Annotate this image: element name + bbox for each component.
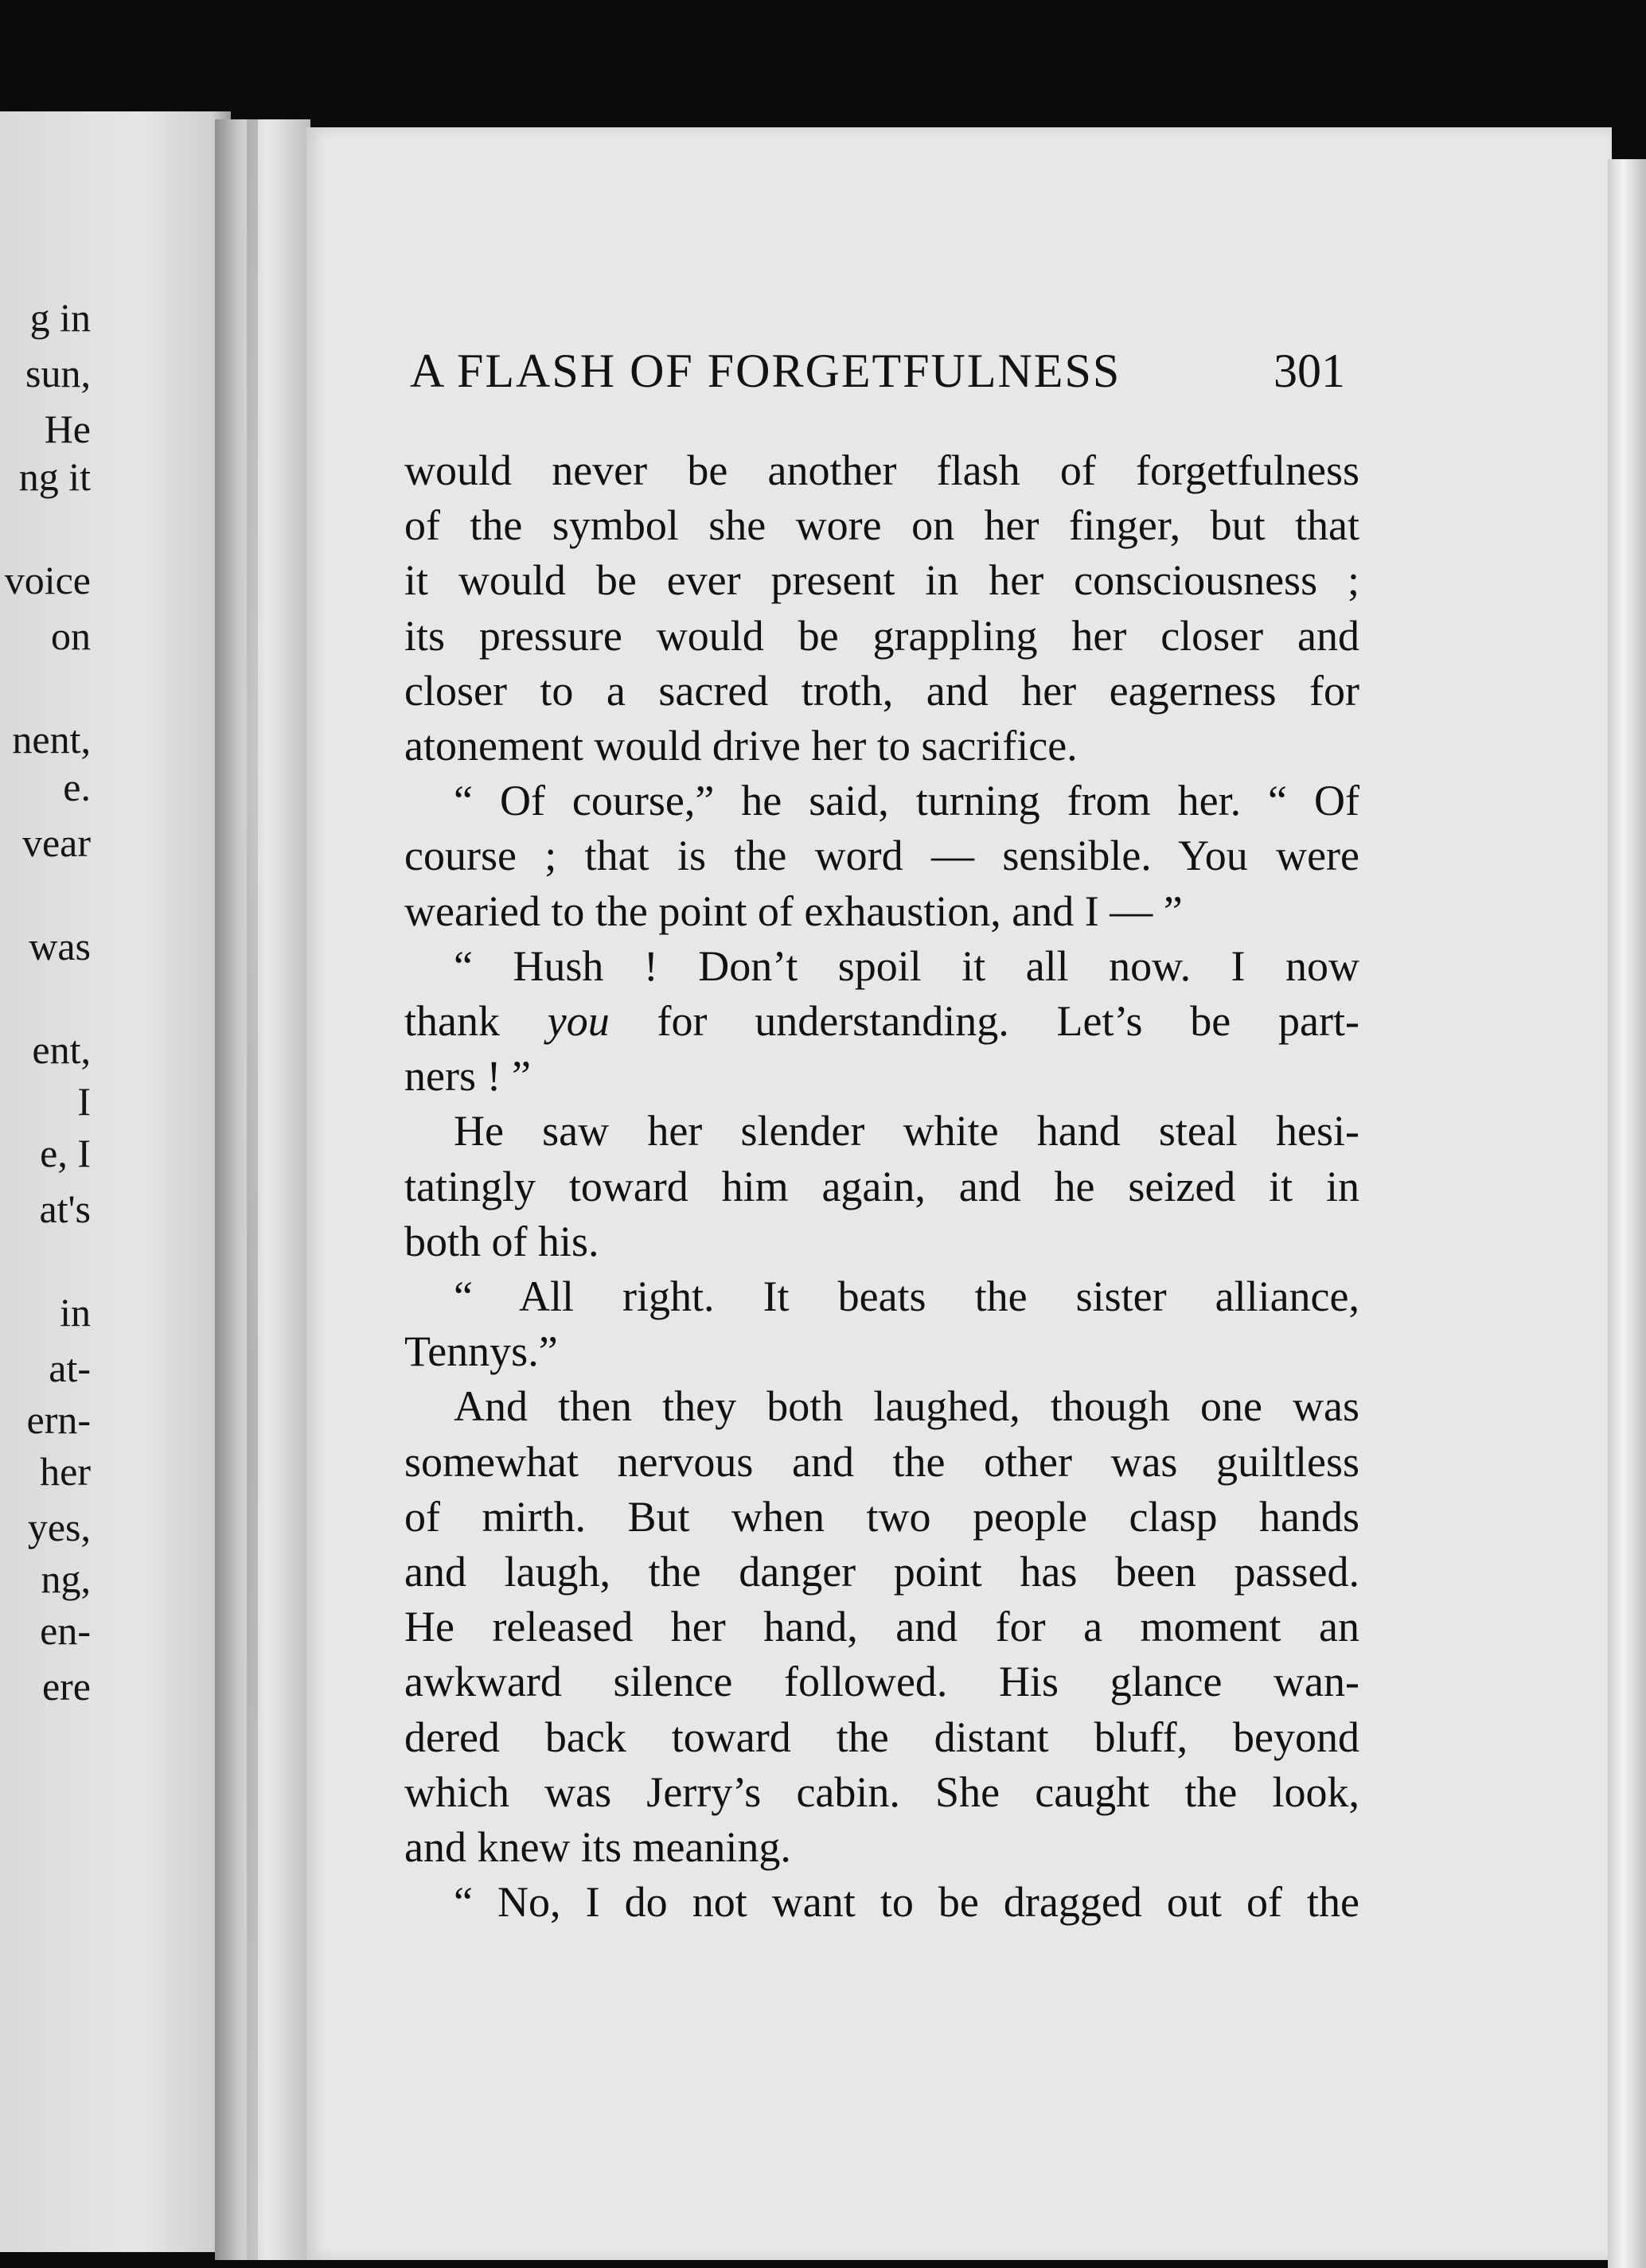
facing-page-fragment: in [60,1290,91,1335]
facing-page-fragment: yes, [27,1505,91,1549]
text-line: He released her hand, and for a moment an [404,1603,1359,1651]
page-number: 301 [1274,345,1345,397]
facing-page-fragment: ere [41,1664,91,1709]
text-line: would never be another flash of forgetfulness [404,446,1359,494]
facing-page-fragment: was [29,924,91,968]
text-line: of the symbol she wore on her finger, but that [404,501,1359,550]
text-line: wearied to the point of exhaustion, and I — ” [404,887,1183,935]
text-line: “ Of course,” he said, turning from her. “ Of [454,777,1359,825]
facing-page-fragment: voice [4,558,91,602]
text-line: it would be ever present in her consciousness ; [404,556,1359,605]
facing-page-fragment: nent, [12,717,91,762]
text-line: atonement would drive her to sacrifice. [404,722,1078,770]
text-line: Tennys.” [404,1327,558,1376]
text-line: ners ! ” [404,1052,531,1101]
text-line: of mirth. But when two people clasp hands [404,1492,1359,1541]
text-run: for understanding. Let’s be part- [609,997,1359,1045]
text-line: “ Hush ! Don’t spoil it all now. I now [454,941,1359,990]
facing-page-fragment: en- [40,1608,91,1653]
facing-page-fragment: I [77,1079,91,1124]
facing-page-fragment: ng it [18,454,91,499]
text-line: somewhat nervous and the other was guiltless [404,1437,1359,1486]
text-line: tatingly toward him again, and he seized it in [404,1162,1359,1210]
text-line: And then they both laughed, though one was [454,1382,1359,1431]
facing-page-fragment: e, I [40,1131,91,1175]
facing-page-fragment: ent, [32,1027,91,1072]
text-line: awkward silence followed. His glance wan- [404,1658,1359,1706]
italic-emphasis: you [547,997,610,1045]
text-line: “ All right. It beats the sister alliance, [454,1272,1359,1320]
text-line: which was Jerry’s cabin. She caught the look, [404,1767,1359,1816]
facing-page-fragment: sun, [25,351,91,396]
text-line [404,996,1359,1046]
facing-page-fragment: e. [63,765,91,809]
text-line: and knew its meaning. [404,1823,791,1871]
facing-page-fragment: at's [39,1187,91,1231]
facing-page-fragment: at- [49,1346,91,1390]
text-line: course ; that is the word — sensible. You were [404,832,1359,880]
running-head-title: A FLASH OF FORGETFULNESS [410,345,1121,397]
text-line: and laugh, the danger point has been passed. [404,1548,1359,1596]
text-line: both of his. [404,1217,599,1265]
text-line: dered back toward the distant bluff, beyond [404,1713,1359,1761]
text-line: its pressure would be grappling her closer and [404,611,1359,660]
text-line: “ No, I do not want to be dragged out of the [454,1878,1359,1927]
text-run: thank [404,997,548,1045]
facing-page-fragment: g in [29,295,91,340]
facing-page-fragment: her [40,1449,91,1494]
facing-page-fragment: ern- [26,1397,91,1442]
facing-page-fragment: He [44,407,91,451]
text-line: He saw her slender white hand steal hesi- [454,1107,1359,1155]
facing-page-fragment: ng, [41,1557,91,1601]
facing-page-fragment: vear [21,820,91,865]
text-line: closer to a sacred troth, and her eagerness for [404,666,1359,715]
facing-page-fragment: on [51,614,91,658]
